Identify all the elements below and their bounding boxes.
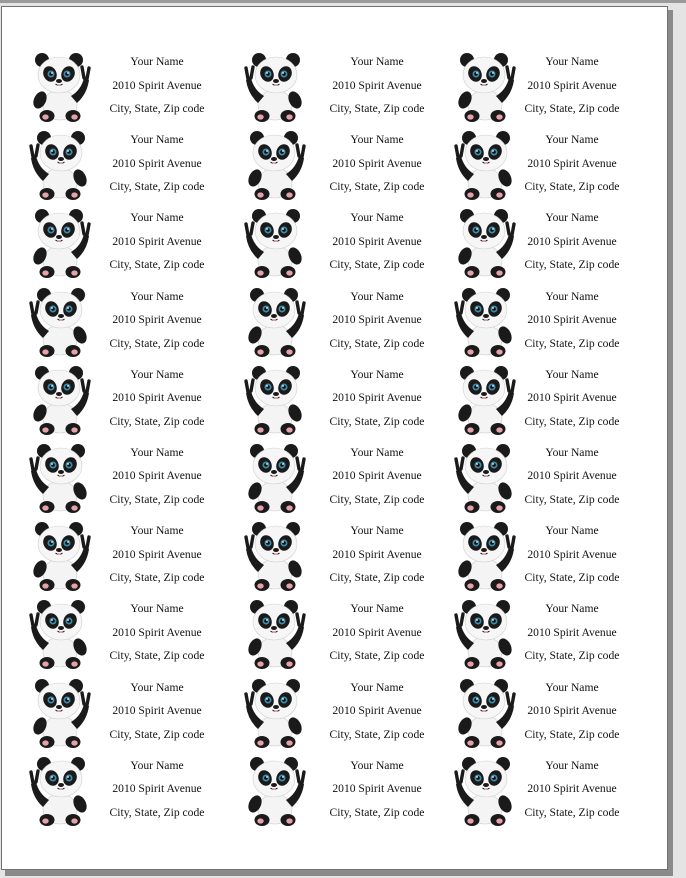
label-city-state-zip: City, State, Zip code bbox=[329, 805, 425, 819]
label-address-text bbox=[322, 363, 432, 434]
panda-peace-sign-icon bbox=[27, 597, 93, 671]
address-label bbox=[217, 363, 432, 441]
label-city-state-zip: City, State, Zip code bbox=[109, 492, 205, 506]
label-street: 2010 Spirit Avenue bbox=[527, 391, 617, 405]
address-label bbox=[2, 597, 217, 675]
address-label bbox=[432, 128, 648, 206]
label-street: 2010 Spirit Avenue bbox=[112, 704, 202, 717]
label-city-state-zip: City, State, Zip code bbox=[329, 258, 425, 272]
panda-peace-sign-icon bbox=[452, 441, 518, 515]
label-address-text bbox=[102, 754, 212, 825]
panda-peace-sign-icon bbox=[242, 50, 308, 124]
panda-peace-sign-icon bbox=[452, 754, 518, 828]
panda-peace-sign-icon bbox=[242, 597, 308, 671]
label-name: Your Name bbox=[130, 55, 184, 68]
label-address-text bbox=[322, 206, 432, 277]
label-address-text bbox=[102, 363, 212, 434]
panda-peace-sign-icon bbox=[27, 676, 93, 750]
label-city-state-zip: City, State, Zip code bbox=[329, 727, 425, 741]
label-city-state-zip: City, State, Zip code bbox=[109, 258, 205, 272]
label-address-text bbox=[102, 285, 212, 356]
label-name: Your Name bbox=[350, 289, 404, 303]
label-name: Your Name bbox=[545, 524, 599, 538]
label-address-text bbox=[102, 128, 212, 199]
label-city-state-zip: City, State, Zip code bbox=[524, 258, 620, 272]
label-city-state-zip: City, State, Zip code bbox=[329, 492, 425, 506]
address-label bbox=[2, 754, 217, 832]
label-street: 2010 Spirit Avenue bbox=[112, 547, 202, 561]
label-address-text bbox=[322, 597, 432, 668]
address-label bbox=[217, 519, 432, 597]
label-city-state-zip: City, State, Zip code bbox=[109, 727, 205, 741]
panda-peace-sign-icon bbox=[242, 519, 308, 593]
panda-peace-sign-icon bbox=[452, 519, 518, 593]
address-label bbox=[2, 519, 217, 597]
address-label bbox=[2, 206, 217, 284]
label-sheet-page bbox=[1, 6, 668, 870]
label-name: Your Name bbox=[350, 133, 404, 147]
panda-peace-sign-icon bbox=[242, 441, 308, 515]
label-address-text bbox=[517, 676, 627, 747]
label-grid bbox=[2, 50, 668, 832]
panda-peace-sign-icon bbox=[27, 206, 93, 280]
label-address-text bbox=[517, 597, 627, 668]
label-street: 2010 Spirit Avenue bbox=[112, 782, 202, 796]
address-label bbox=[217, 754, 432, 832]
label-address-text bbox=[322, 754, 432, 825]
label-city-state-zip: City, State, Zip code bbox=[329, 571, 425, 585]
label-street: 2010 Spirit Avenue bbox=[332, 313, 422, 327]
label-address-text bbox=[102, 206, 212, 277]
label-address-text bbox=[322, 285, 432, 356]
panda-peace-sign-icon bbox=[452, 206, 518, 280]
label-street: 2010 Spirit Avenue bbox=[112, 391, 202, 405]
label-street: 2010 Spirit Avenue bbox=[527, 156, 617, 170]
label-address-text bbox=[102, 50, 212, 121]
label-name: Your Name bbox=[350, 602, 404, 616]
address-label bbox=[217, 441, 432, 519]
label-address-text bbox=[517, 206, 627, 277]
label-address-text bbox=[517, 754, 627, 825]
label-street: 2010 Spirit Avenue bbox=[332, 78, 422, 92]
label-name: Your Name bbox=[350, 524, 404, 538]
label-street: 2010 Spirit Avenue bbox=[527, 469, 617, 483]
label-street: 2010 Spirit Avenue bbox=[527, 704, 617, 717]
label-city-state-zip: City, State, Zip code bbox=[524, 571, 620, 585]
label-city-state-zip: City, State, Zip code bbox=[524, 414, 620, 428]
label-name: Your Name bbox=[130, 211, 184, 225]
address-label bbox=[432, 754, 648, 832]
panda-peace-sign-icon bbox=[452, 128, 518, 202]
window-top-edge bbox=[0, 0, 686, 3]
label-city-state-zip: City, State, Zip code bbox=[329, 102, 425, 115]
label-street: 2010 Spirit Avenue bbox=[527, 625, 617, 639]
label-street: 2010 Spirit Avenue bbox=[332, 704, 422, 717]
panda-peace-sign-icon bbox=[242, 676, 308, 750]
label-name: Your Name bbox=[350, 367, 404, 381]
label-address-text bbox=[322, 676, 432, 747]
label-street: 2010 Spirit Avenue bbox=[527, 78, 617, 92]
address-label bbox=[432, 519, 648, 597]
label-street: 2010 Spirit Avenue bbox=[527, 313, 617, 327]
label-address-text bbox=[517, 441, 627, 512]
label-city-state-zip: City, State, Zip code bbox=[329, 649, 425, 663]
label-address-text bbox=[322, 441, 432, 512]
panda-peace-sign-icon bbox=[452, 50, 518, 124]
label-name: Your Name bbox=[350, 445, 404, 459]
label-street: 2010 Spirit Avenue bbox=[332, 234, 422, 248]
address-label bbox=[217, 50, 432, 128]
label-address-text bbox=[517, 363, 627, 434]
label-address-text bbox=[322, 50, 432, 121]
panda-peace-sign-icon bbox=[27, 128, 93, 202]
label-street: 2010 Spirit Avenue bbox=[112, 625, 202, 639]
label-name: Your Name bbox=[545, 133, 599, 147]
label-name: Your Name bbox=[545, 445, 599, 459]
panda-peace-sign-icon bbox=[27, 285, 93, 359]
label-name: Your Name bbox=[350, 211, 404, 225]
label-street: 2010 Spirit Avenue bbox=[332, 625, 422, 639]
label-name: Your Name bbox=[130, 133, 184, 147]
label-name: Your Name bbox=[545, 680, 599, 694]
label-name: Your Name bbox=[545, 367, 599, 381]
address-label bbox=[217, 128, 432, 206]
label-street: 2010 Spirit Avenue bbox=[527, 234, 617, 248]
panda-peace-sign-icon bbox=[27, 50, 93, 124]
label-street: 2010 Spirit Avenue bbox=[112, 313, 202, 327]
label-city-state-zip: City, State, Zip code bbox=[109, 336, 205, 350]
label-address-text bbox=[102, 519, 212, 590]
address-label bbox=[2, 50, 217, 128]
label-city-state-zip: City, State, Zip code bbox=[524, 727, 620, 741]
label-city-state-zip: City, State, Zip code bbox=[109, 180, 205, 194]
label-street: 2010 Spirit Avenue bbox=[112, 469, 202, 483]
label-name: Your Name bbox=[130, 289, 184, 303]
label-street: 2010 Spirit Avenue bbox=[332, 782, 422, 796]
panda-peace-sign-icon bbox=[27, 441, 93, 515]
label-address-text bbox=[322, 128, 432, 199]
label-street: 2010 Spirit Avenue bbox=[332, 391, 422, 405]
label-name: Your Name bbox=[545, 758, 599, 772]
label-city-state-zip: City, State, Zip code bbox=[524, 492, 620, 506]
address-label bbox=[217, 676, 432, 754]
address-label bbox=[217, 206, 432, 284]
label-name: Your Name bbox=[545, 289, 599, 303]
label-address-text bbox=[517, 285, 627, 356]
label-name: Your Name bbox=[130, 680, 184, 694]
label-city-state-zip: City, State, Zip code bbox=[524, 180, 620, 194]
panda-peace-sign-icon bbox=[452, 285, 518, 359]
label-address-text bbox=[102, 441, 212, 512]
label-city-state-zip: City, State, Zip code bbox=[329, 336, 425, 350]
label-street: 2010 Spirit Avenue bbox=[112, 234, 202, 248]
panda-peace-sign-icon bbox=[452, 597, 518, 671]
label-name: Your Name bbox=[130, 602, 184, 616]
address-label bbox=[2, 363, 217, 441]
address-label bbox=[2, 285, 217, 363]
panda-peace-sign-icon bbox=[452, 363, 518, 437]
label-name: Your Name bbox=[130, 367, 184, 381]
label-address-text bbox=[102, 597, 212, 668]
label-name: Your Name bbox=[545, 602, 599, 616]
label-street: 2010 Spirit Avenue bbox=[332, 547, 422, 561]
label-name: Your Name bbox=[130, 758, 184, 772]
address-label bbox=[217, 597, 432, 675]
panda-peace-sign-icon bbox=[242, 128, 308, 202]
address-label bbox=[2, 441, 217, 519]
panda-peace-sign-icon bbox=[27, 363, 93, 437]
panda-peace-sign-icon bbox=[242, 206, 308, 280]
label-name: Your Name bbox=[545, 211, 599, 225]
label-name: Your Name bbox=[130, 524, 184, 538]
label-name: Your Name bbox=[350, 680, 404, 694]
label-street: 2010 Spirit Avenue bbox=[112, 156, 202, 170]
label-city-state-zip: City, State, Zip code bbox=[109, 102, 205, 115]
label-city-state-zip: City, State, Zip code bbox=[329, 180, 425, 194]
panda-peace-sign-icon bbox=[242, 363, 308, 437]
label-address-text bbox=[102, 676, 212, 747]
panda-peace-sign-icon bbox=[27, 754, 93, 828]
label-address-text bbox=[517, 50, 627, 121]
label-address-text bbox=[517, 128, 627, 199]
panda-peace-sign-icon bbox=[242, 285, 308, 359]
address-label bbox=[432, 676, 648, 754]
address-label bbox=[432, 363, 648, 441]
label-city-state-zip: City, State, Zip code bbox=[329, 414, 425, 428]
address-label bbox=[2, 128, 217, 206]
label-city-state-zip: City, State, Zip code bbox=[524, 649, 620, 663]
label-city-state-zip: City, State, Zip code bbox=[109, 649, 205, 663]
label-street: 2010 Spirit Avenue bbox=[332, 469, 422, 483]
label-name: Your Name bbox=[350, 55, 404, 68]
address-label bbox=[432, 285, 648, 363]
label-street: 2010 Spirit Avenue bbox=[112, 78, 202, 92]
label-city-state-zip: City, State, Zip code bbox=[109, 571, 205, 585]
panda-peace-sign-icon bbox=[27, 519, 93, 593]
label-city-state-zip: City, State, Zip code bbox=[524, 336, 620, 350]
panda-peace-sign-icon bbox=[242, 754, 308, 828]
address-label bbox=[2, 676, 217, 754]
address-label bbox=[432, 50, 648, 128]
panda-peace-sign-icon bbox=[452, 676, 518, 750]
label-address-text bbox=[517, 519, 627, 590]
address-label bbox=[217, 285, 432, 363]
label-street: 2010 Spirit Avenue bbox=[527, 782, 617, 796]
label-street: 2010 Spirit Avenue bbox=[527, 547, 617, 561]
address-label bbox=[432, 206, 648, 284]
label-name: Your Name bbox=[130, 445, 184, 459]
label-city-state-zip: City, State, Zip code bbox=[109, 805, 205, 819]
label-city-state-zip: City, State, Zip code bbox=[109, 414, 205, 428]
label-name: Your Name bbox=[545, 55, 599, 68]
address-label bbox=[432, 441, 648, 519]
label-name: Your Name bbox=[350, 758, 404, 772]
label-street: 2010 Spirit Avenue bbox=[332, 156, 422, 170]
label-address-text bbox=[322, 519, 432, 590]
address-label bbox=[432, 597, 648, 675]
label-city-state-zip: City, State, Zip code bbox=[524, 102, 620, 115]
label-city-state-zip: City, State, Zip code bbox=[524, 805, 620, 819]
